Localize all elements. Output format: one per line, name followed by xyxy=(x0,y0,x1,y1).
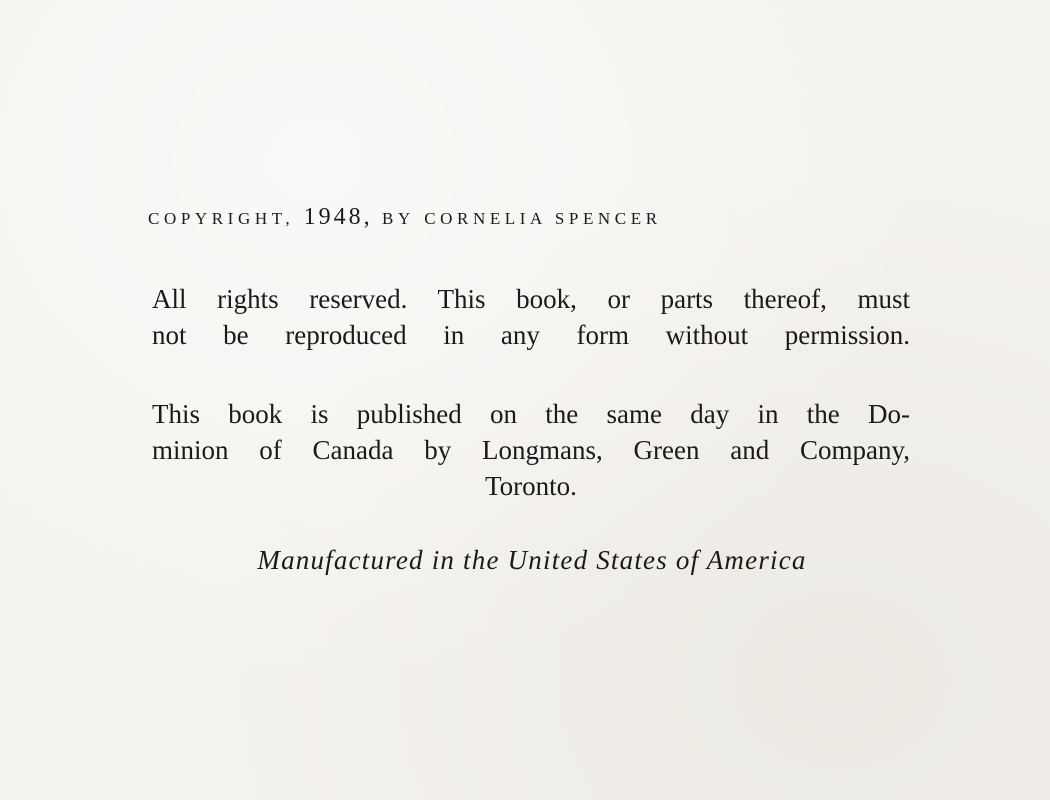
copyright-holder: CORNELIA SPENCER xyxy=(424,209,662,228)
canada-paragraph xyxy=(152,396,910,504)
copyright-by: BY xyxy=(382,209,415,228)
rights-paragraph xyxy=(152,281,910,353)
copyright-notice xyxy=(148,204,918,231)
canada-line-1: This book is published on the same day in the Do- xyxy=(152,399,910,429)
rights-line-1: All rights reserved. This book, or parts thereof, must xyxy=(152,284,910,314)
copyright-word: COPYRIGHT, xyxy=(148,209,295,228)
canada-line-3: Toronto. xyxy=(485,471,577,501)
manufactured-note: Manufactured in the United States of America xyxy=(257,545,807,575)
canada-line-2: minion of Canada by Longmans, Green and Company, xyxy=(152,435,910,465)
copyright-year: 1948, xyxy=(303,204,373,230)
rights-line-2: not be reproduced in any form without permission. xyxy=(152,320,910,350)
